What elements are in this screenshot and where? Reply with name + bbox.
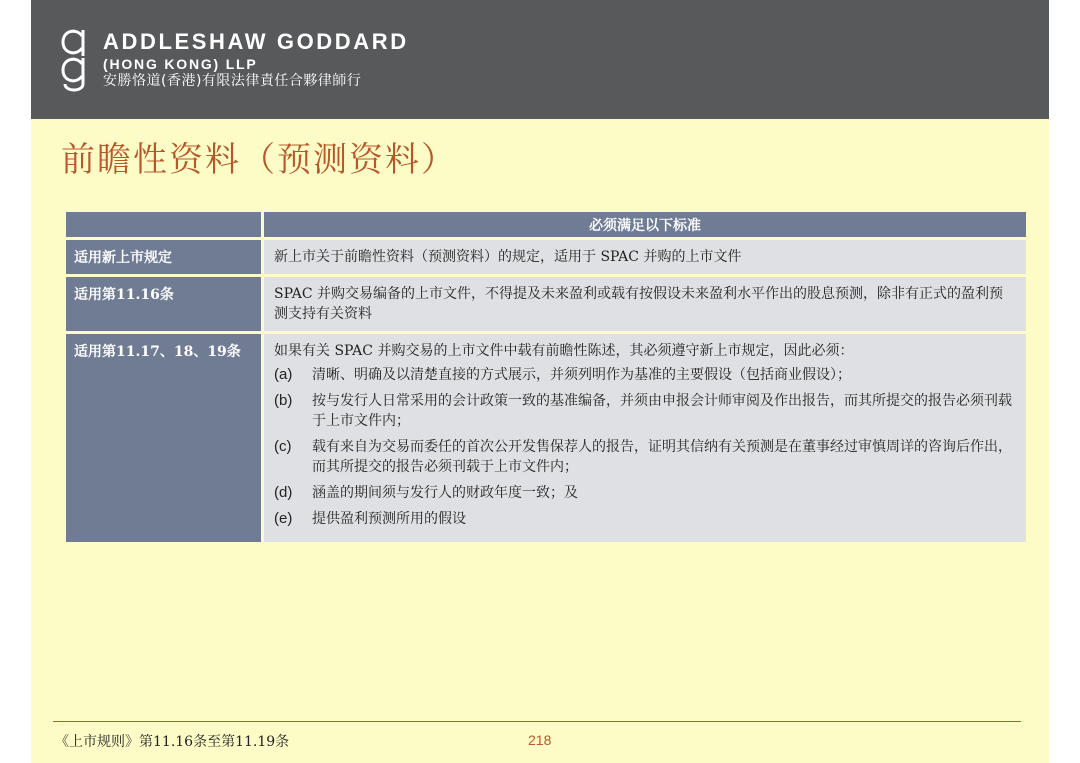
list-item-text: 载有来自为交易而委任的首次公开发售保荐人的报告，证明其信纳有关预测是在董事经过审慎周详的咨询后作出，而其所提交的报告必须刊载于上市文件内； bbox=[312, 439, 1012, 475]
brand-chinese-name: 安勝恪道(香港)有限法律責任合夥律師行 bbox=[103, 73, 362, 89]
list-item-text: 涵盖的期间须与发行人的财政年度一致；及 bbox=[312, 485, 578, 501]
list-item-marker: (d) bbox=[274, 484, 293, 501]
page-title: 前瞻性资料（预测资料） bbox=[61, 140, 457, 180]
table-row bbox=[66, 334, 1026, 542]
list-item bbox=[274, 365, 1016, 385]
page-number: 218 bbox=[528, 732, 552, 748]
list-item-marker: (b) bbox=[274, 392, 293, 409]
list-item-marker: (a) bbox=[274, 366, 293, 383]
table-row bbox=[66, 277, 1026, 331]
row-label: 适用第11.16条 bbox=[66, 277, 261, 331]
row-label: 适用第11.17、18、19条 bbox=[66, 334, 261, 542]
list-item-text: 提供盈利预测所用的假设 bbox=[312, 511, 466, 527]
table-corner bbox=[66, 212, 261, 237]
table-header-row bbox=[66, 212, 1026, 237]
list-item bbox=[274, 437, 1016, 477]
list-item-text: 清晰、明确及以清楚直接的方式展示，并须列明作为基准的主要假设（包括商业假设）； bbox=[312, 367, 851, 383]
brand-block bbox=[103, 30, 409, 90]
row-content bbox=[264, 334, 1026, 542]
row-label: 适用新上市规定 bbox=[66, 240, 261, 274]
criteria-table bbox=[63, 209, 1029, 545]
requirement-list bbox=[274, 365, 1016, 529]
ag-monogram-icon bbox=[59, 26, 91, 92]
row-text: SPAC 并购交易编备的上市文件，不得提及未来盈利或载有按假设未来盈利水平作出的股息预测，除非有正式的盈利预测支持有关资料 bbox=[264, 277, 1026, 331]
row-intro: 如果有关 SPAC 并购交易的上市文件中载有前瞻性陈述，其必须遵守新上市规定，因此必须： bbox=[274, 343, 854, 359]
footer-reference: 《上市规则》第11.16条至第11.19条 bbox=[55, 734, 290, 750]
list-item bbox=[274, 483, 1016, 503]
list-item bbox=[274, 391, 1016, 431]
list-item bbox=[274, 509, 1016, 529]
table-header: 必须满足以下标准 bbox=[264, 212, 1026, 237]
header-bar bbox=[31, 0, 1049, 119]
list-item-text: 按与发行人日常采用的会计政策一致的基准编备，并须由申报会计师审阅及作出报告，而其所提交的报告必须刊载于上市文件内； bbox=[312, 393, 1012, 429]
brand-name: ADDLESHAW GODDARD bbox=[103, 29, 409, 54]
table-row bbox=[66, 240, 1026, 274]
slide bbox=[31, 0, 1049, 763]
brand-subtitle: (HONG KONG) LLP bbox=[103, 56, 258, 72]
row-text: 新上市关于前瞻性资料（预测资料）的规定，适用于 SPAC 并购的上市文件 bbox=[264, 240, 1026, 274]
list-item-marker: (c) bbox=[274, 438, 292, 455]
footer-divider bbox=[53, 721, 1021, 722]
list-item-marker: (e) bbox=[274, 510, 293, 527]
